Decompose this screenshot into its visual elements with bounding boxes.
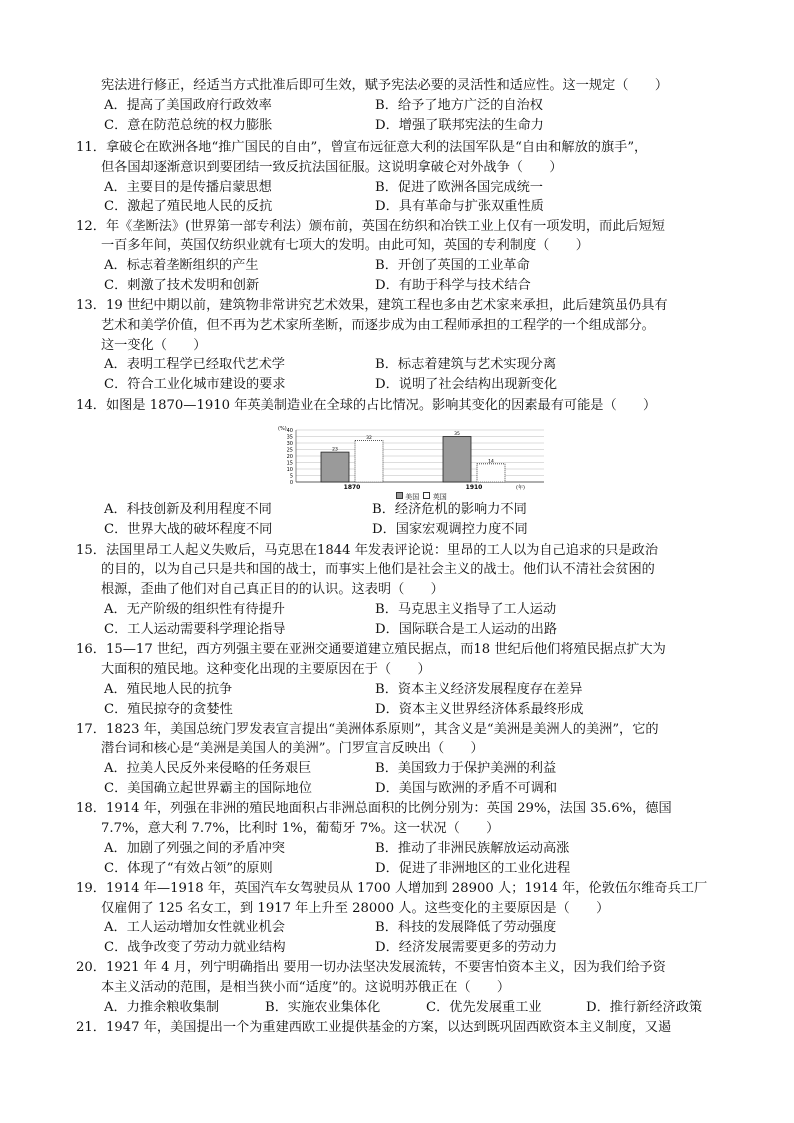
q16-option-b[interactable]: B．资本主义经济发展程度存在差异 — [375, 682, 583, 697]
y-tick-label: 35 — [286, 434, 293, 441]
q17-option-c[interactable]: C．美国确立起世界霸主的国际地位 — [104, 781, 312, 796]
q11-stem-line-2: 但各国却逐渐意识到要团结一致反抗法国征服。这说明拿破仑对外战争（ ） — [101, 160, 563, 175]
q13-stem-line-3: 这一变化（ ） — [101, 338, 207, 353]
q19-option-a[interactable]: A．工人运动增加女性就业机会 — [104, 920, 285, 935]
q15-stem-line-3: 根源，歪曲了他们对自己真正目的的认识。这表明（ ） — [101, 582, 444, 597]
q10-option-d[interactable]: D．增强了联邦宪法的生命力 — [375, 118, 544, 133]
q13-option-b[interactable]: B．标志着建筑与艺术实现分离 — [375, 357, 557, 372]
q19-option-d[interactable]: D．经济发展需要更多的劳动力 — [375, 940, 558, 955]
q19-stem-line-2: 仅雇佣了 125 名女工，到 1917 年上升至 28000 人。这些变化的主要原因是（ ） — [101, 901, 610, 916]
q10-option-a[interactable]: A．提高了美国政府行政效率 — [104, 98, 272, 113]
bar-value-label: 14 — [488, 459, 494, 465]
q16-stem-line-1: 16．15—17 世纪，西方列强主要在亚洲交通要道建立殖民据点，而18 世纪后他们将殖民据点扩大为 — [76, 642, 666, 657]
q14-option-d[interactable]: D．国家宏观调控力度不同 — [372, 522, 528, 537]
q15-stem-line-1: 15．法国里昂工人起义失败后，马克思在1844 年发表评论说：里昂的工人以为自己追求的只是政治 — [76, 543, 659, 558]
q11-option-b[interactable]: B．促进了欧洲各国完成统一 — [375, 180, 543, 195]
q11-option-d[interactable]: D．具有革命与扩张双重性质 — [375, 199, 544, 214]
q20-option-d[interactable]: D．推行新经济政策 — [586, 1000, 703, 1015]
bar-us-1870 — [321, 452, 349, 482]
q17-stem-line-2: 潜台词和核心是“美洲是美国人的美洲”。门罗宣言反映出（ ） — [101, 741, 484, 756]
q11-option-a[interactable]: A．主要目的是传播启蒙思想 — [104, 180, 272, 195]
q10-stem: 宪法进行修正，经适当方式批准后即可生效，赋予宪法必要的灵活性和适应性。这一规定（ ） — [101, 78, 669, 93]
x-tick-label: 1870 — [343, 484, 361, 491]
q16-option-d[interactable]: D．资本主义世界经济体系最终形成 — [375, 702, 584, 717]
q15-option-b[interactable]: B．马克思主义指导了工人运动 — [375, 602, 557, 617]
q13-option-d[interactable]: D．说明了社会结构出现新变化 — [375, 377, 558, 392]
legend-swatch-us — [396, 492, 403, 499]
x-tick-label: 1910 — [465, 484, 483, 491]
q12-option-c[interactable]: C．刺激了技术发明和创新 — [104, 278, 260, 293]
bar-value-label: 32 — [366, 435, 372, 441]
q12-option-b[interactable]: B．开创了英国的工业革命 — [375, 258, 530, 273]
q15-stem-line-2: 的目的，以为自己只是共和国的战士，而事实上他们是社会主义的战士。他们认不清社会贫困的 — [101, 562, 655, 577]
legend-label-us: 美国 — [405, 493, 420, 501]
q16-option-a[interactable]: A．殖民地人民的抗争 — [104, 682, 233, 697]
legend-label-uk: 英国 — [432, 493, 447, 501]
q18-stem-line-1: 18．1914 年，列强在非洲的殖民地面积占非洲总面积的比例分别为：英国 29%，法国 35.6%，德国 — [76, 801, 672, 816]
y-axis-unit-label: (%) — [278, 426, 287, 432]
q12-option-d[interactable]: D．有助于科学与技术结合 — [375, 278, 531, 293]
q17-option-d[interactable]: D．美国与欧洲的矛盾不可调和 — [375, 781, 558, 796]
q14-option-c[interactable]: C．世界大战的破坏程度不同 — [104, 522, 273, 537]
q21-stem-line-1: 21．1947 年，美国提出一个为重建西欧工业提供基金的方案，以达到既巩固西欧资本主义制度，又遏 — [76, 1020, 672, 1035]
q18-option-b[interactable]: B．推动了非洲民族解放运动高涨 — [375, 841, 570, 856]
bar-us-1910 — [443, 437, 471, 483]
y-tick-label: 20 — [286, 454, 293, 460]
q16-option-c[interactable]: C．殖民掠夺的贪婪性 — [104, 702, 233, 717]
q12-stem-line-2: 一百多年间，英国仅纺织业就有七项大的发明。由此可知，英国的专利制度（ ） — [101, 238, 589, 253]
q10-option-c[interactable]: C．意在防范总统的权力膨胀 — [104, 118, 273, 133]
q18-stem-line-2: 7.7%，意大利 7.7%，比利时 1%，葡萄牙 7%。这一状况（ ） — [101, 821, 500, 836]
q19-option-b[interactable]: B．科技的发展降低了劳动强度 — [375, 920, 557, 935]
q20-option-a[interactable]: A．力推余粮收集制 — [104, 1000, 220, 1015]
q10-option-b[interactable]: B．给予了地方广泛的自治权 — [375, 98, 543, 113]
q15-option-d[interactable]: D．国际联合是工人运动的出路 — [375, 622, 558, 637]
y-tick-label: 5 — [289, 473, 293, 480]
y-tick-label: 30 — [286, 441, 293, 447]
y-tick-label: 40 — [286, 428, 293, 434]
x-axis-unit-label: (年) — [516, 485, 525, 491]
q19-option-c[interactable]: C．战争改变了劳动力就业结构 — [104, 940, 286, 955]
q20-option-b[interactable]: B．实施农业集体化 — [265, 1000, 381, 1015]
q14-option-a[interactable]: A．科技创新及利用程度不同 — [104, 502, 272, 517]
q13-stem-line-1: 13．19 世纪中期以前，建筑物非常讲究艺术效果，建筑工程也多由艺术家来承担，此后建筑虽仍具有 — [76, 298, 668, 313]
q18-option-d[interactable]: D．促进了非洲地区的工业化进程 — [375, 861, 571, 876]
bar-value-label: 23 — [332, 447, 338, 453]
q11-option-c[interactable]: C．激起了殖民地人民的反抗 — [104, 199, 273, 214]
q20-option-c[interactable]: C．优先发展重工业 — [426, 1000, 542, 1015]
q12-option-a[interactable]: A．标志着垄断组织的产生 — [104, 258, 259, 273]
y-tick-label: 25 — [286, 447, 293, 454]
legend-swatch-uk — [423, 492, 430, 499]
q14-stem: 14．如图是 1870—1910 年英美制造业在全球的占比情况。影响其变化的因素最有可能是（ ） — [76, 398, 657, 413]
q17-option-a[interactable]: A．拉美人民反外来侵略的任务艰巨 — [104, 761, 312, 776]
bar-chart-svg — [276, 424, 552, 502]
q14-option-b[interactable]: B．经济危机的影响力不同 — [372, 502, 527, 517]
q17-stem-line-1: 17．1823 年，美国总统门罗发表宣言提出“美洲体系原则”，其含义是“美洲是美洲人的美洲”，它的 — [76, 722, 659, 737]
bar-uk-1870 — [355, 440, 383, 482]
q20-stem-line-2: 本主义活动的范围，是相当狭小而“适度”的。这说明苏俄正在（ ） — [101, 980, 511, 995]
bar-value-label: 35 — [454, 432, 460, 437]
q20-stem-line-1: 20．1921 年 4 月，列宁明确指出 要用一切办法坚决发展流转，不要害怕资本主义，因为我们给予资 — [76, 960, 666, 975]
q12-stem-line-1: 12．年《垄断法》(世界第一部专利法）颁布前，英国在纺织和冶铁工业上仅有一项发明，而此后短短 — [76, 219, 665, 234]
q18-option-c[interactable]: C．体现了“有效占领”的原则 — [104, 861, 273, 876]
y-tick-label: 15 — [286, 460, 293, 467]
q13-option-c[interactable]: C．符合工业化城市建设的要求 — [104, 377, 286, 392]
q18-option-a[interactable]: A．加剧了列强之间的矛盾冲突 — [104, 841, 285, 856]
q19-stem-line-1: 19．1914 年—1918 年，英国汽车女驾驶员从 1700 人增加到 28900 人；1914 年，伦敦伍尔维奇兵工厂 — [76, 881, 708, 896]
bar-uk-1910 — [477, 464, 505, 482]
q16-stem-line-2: 大面积的殖民地。这种变化出现的主要原因在于（ ） — [101, 662, 431, 677]
q15-option-a[interactable]: A．无产阶级的组织性有待提升 — [104, 602, 285, 617]
q17-option-b[interactable]: B．美国致力于保护美洲的利益 — [375, 761, 557, 776]
q15-option-c[interactable]: C．工人运动需要科学理论指导 — [104, 622, 286, 637]
manufacturing-share-chart — [276, 424, 552, 502]
q13-option-a[interactable]: A．表明工程学已经取代艺术学 — [104, 357, 285, 372]
q11-stem-line-1: 11．拿破仑在欧洲各地“推广国民的自由”，曾宣布远征意大利的法国军队是“自由和解放的旗手”， — [76, 140, 648, 155]
y-tick-label: 10 — [286, 467, 293, 473]
y-tick-label: 0 — [289, 480, 293, 486]
q13-stem-line-2: 艺术和美学价值，但不再为艺术家所垄断，而逐步成为由工程师承担的工程学的一个组成部分。 — [101, 318, 655, 333]
